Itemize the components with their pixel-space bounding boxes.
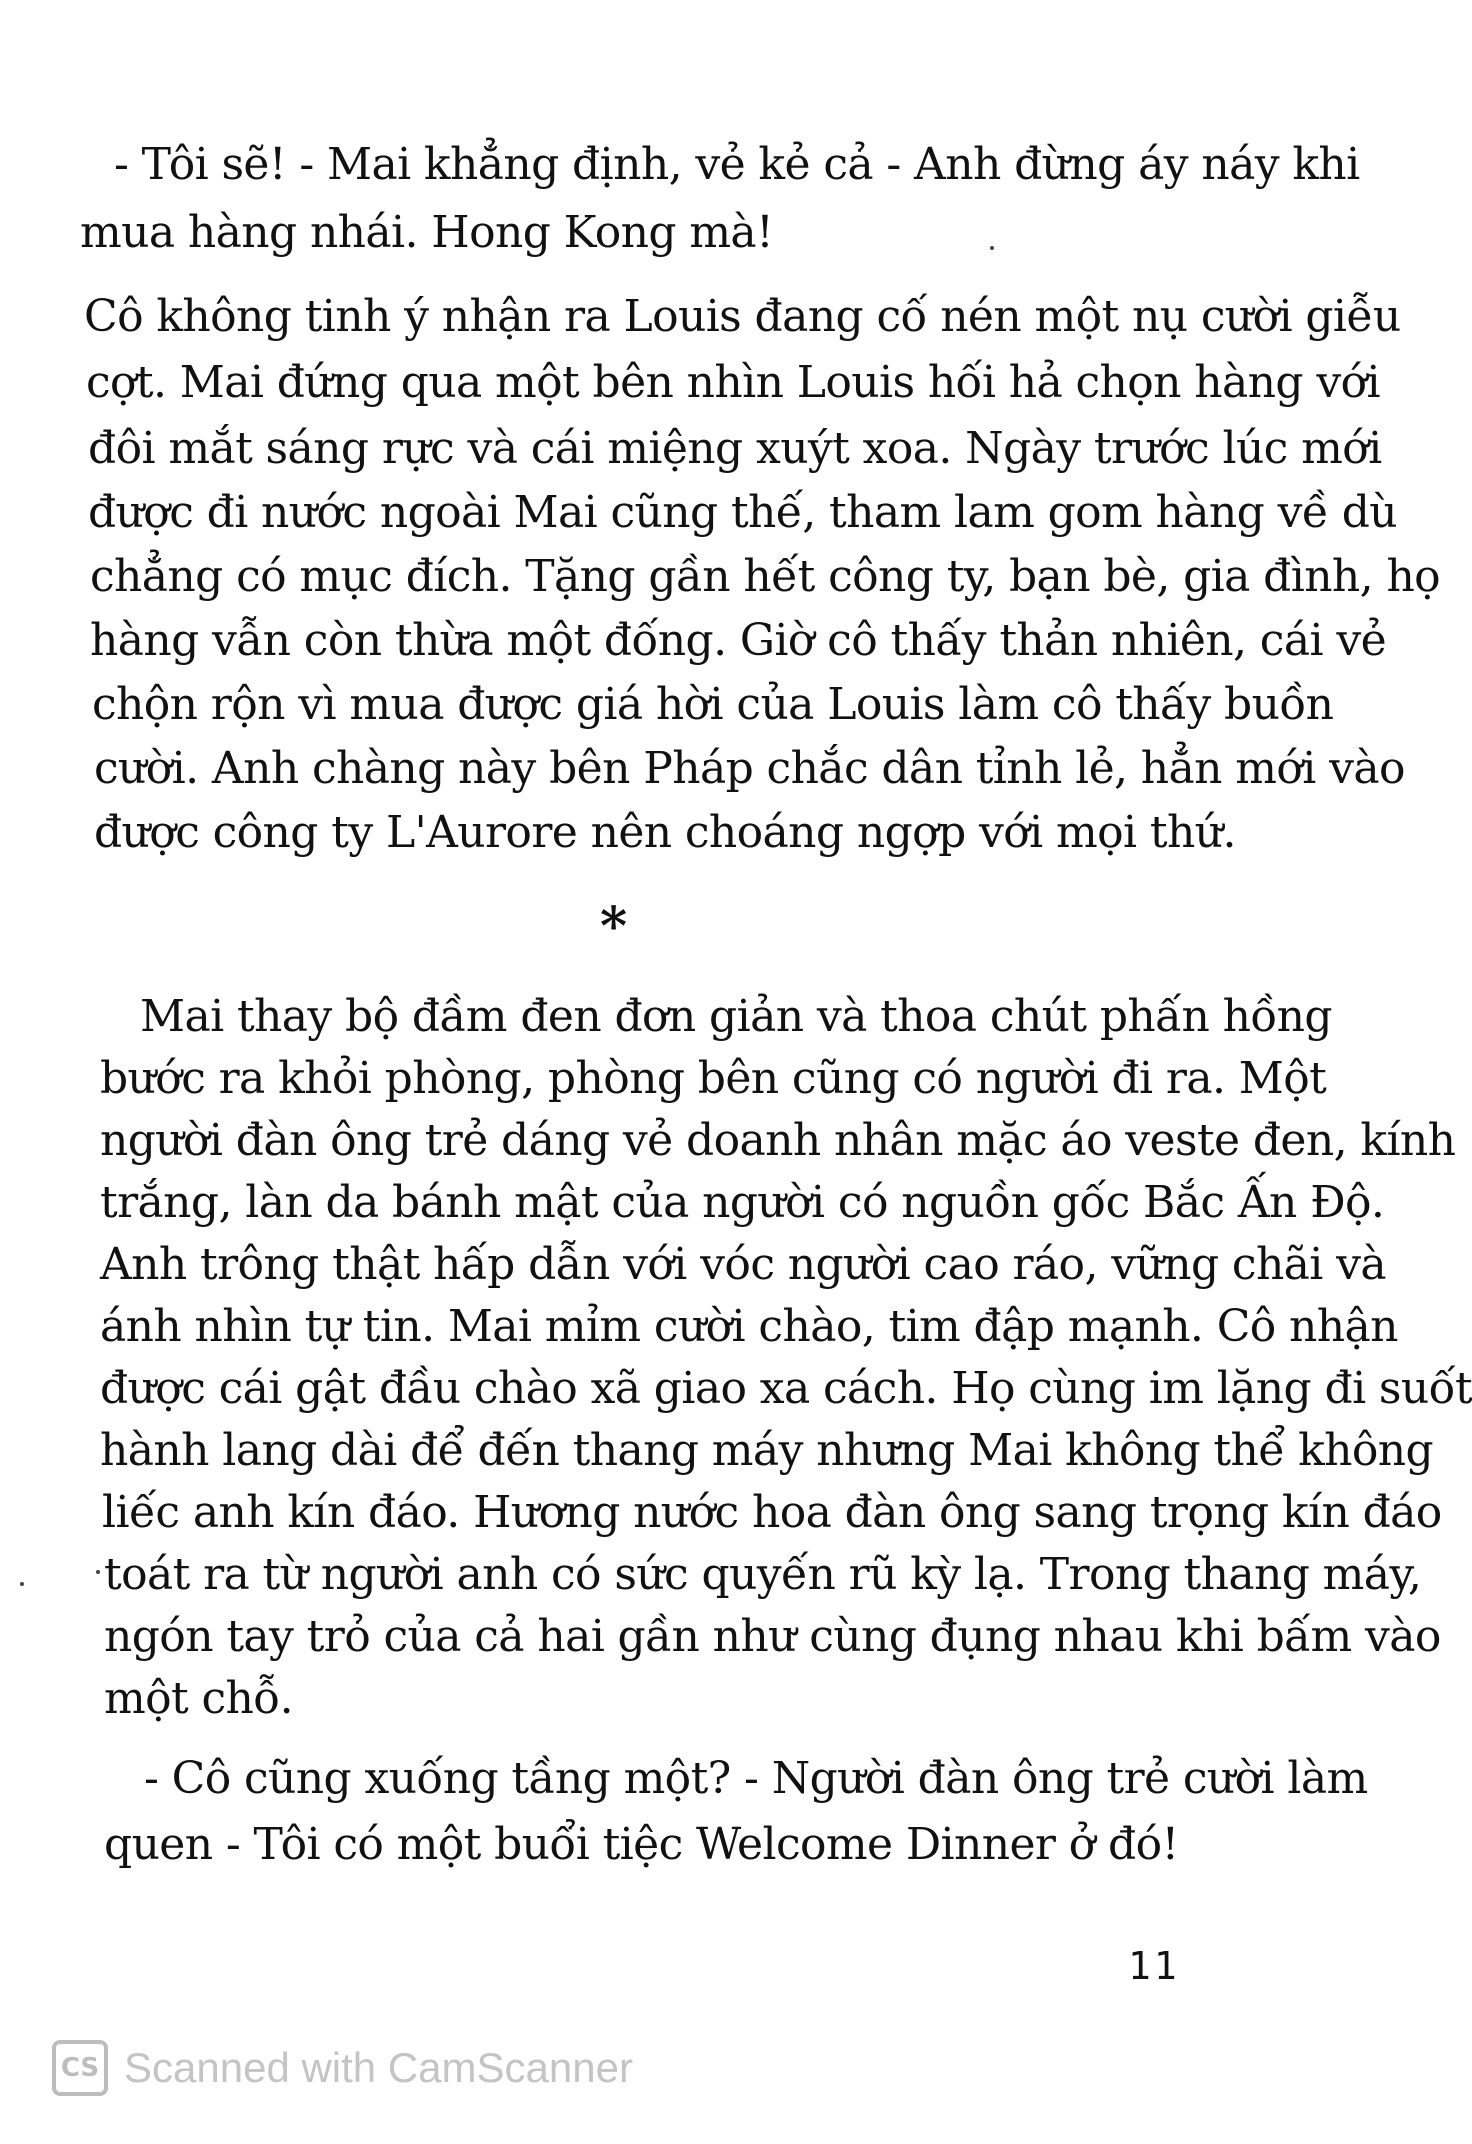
page-number: 11 [1128, 1944, 1180, 1988]
text-line: một chỗ. [104, 1673, 293, 1724]
text-line: Mai thay bộ đầm đen đơn giản và thoa chút phấn hồng [140, 991, 1332, 1042]
scan-speck [20, 1582, 24, 1586]
text-line: ánh nhìn tự tin. Mai mỉm cười chào, tim đập mạnh. Cô nhận [100, 1301, 1398, 1352]
text-line: - Tôi sẽ! - Mai khẳng định, vẻ kẻ cả - Anh đừng áy náy khi [114, 139, 1360, 190]
text-line: trắng, làn da bánh mật của người có nguồn gốc Bắc Ấn Độ. [100, 1177, 1385, 1228]
text-line: bước ra khỏi phòng, phòng bên cũng có người đi ra. Một [100, 1053, 1327, 1104]
scan-speck [990, 246, 994, 250]
text-line: cười. Anh chàng này bên Pháp chắc dân tỉnh lẻ, hẳn mới vào [94, 743, 1405, 794]
text-line: chộn rộn vì mua được giá hời của Louis làm cô thấy buồn [92, 679, 1334, 730]
text-line: được cái gật đầu chào xã giao xa cách. Họ cùng im lặng đi suốt [100, 1363, 1472, 1414]
text-line: quen - Tôi có một buổi tiệc Welcome Dinner ở đó! [104, 1819, 1179, 1870]
text-line: hàng vẫn còn thừa một đống. Giờ cô thấy thản nhiên, cái vẻ [90, 615, 1387, 666]
text-line: Cô không tinh ý nhận ra Louis đang cố nén một nụ cười giễu [84, 291, 1401, 342]
watermark-text: Scanned with CamScanner [124, 2044, 633, 2091]
text-line: liếc anh kín đáo. Hương nước hoa đàn ông sang trọng kín đáo [102, 1487, 1442, 1538]
text-line: Anh trông thật hấp dẫn với vóc người cao ráo, vững chãi và [100, 1239, 1387, 1290]
scan-speck [96, 1570, 100, 1574]
text-line: đôi mắt sáng rực và cái miệng xuýt xoa. Ngày trước lúc mới [88, 423, 1382, 474]
text-line: được đi nước ngoài Mai cũng thế, tham lam gom hàng về dù [88, 487, 1398, 538]
camscanner-logo-icon: CS [52, 2040, 108, 2096]
text-line: được công ty L'Aurore nên choáng ngợp với mọi thứ. [94, 807, 1236, 858]
text-line: - Cô cũng xuống tầng một? - Người đàn ông trẻ cười làm [144, 1753, 1368, 1804]
text-line: người đàn ông trẻ dáng vẻ doanh nhân mặc áo veste đen, kính [100, 1115, 1456, 1166]
text-line: toát ra từ người anh có sức quyến rũ kỳ lạ. Trong thang máy, [104, 1549, 1422, 1600]
section-separator: * [600, 896, 628, 957]
camscanner-watermark [52, 2036, 633, 2100]
text-line: hành lang dài để đến thang máy nhưng Mai không thể không [100, 1425, 1434, 1476]
text-line: ngón tay trỏ của cả hai gần như cùng đụng nhau khi bấm vào [104, 1611, 1441, 1662]
text-line: cợt. Mai đứng qua một bên nhìn Louis hối hả chọn hàng với [86, 357, 1380, 408]
text-line: mua hàng nhái. Hong Kong mà! [80, 207, 774, 258]
text-line: chẳng có mục đích. Tặng gần hết công ty, bạn bè, gia đình, họ [90, 551, 1441, 602]
